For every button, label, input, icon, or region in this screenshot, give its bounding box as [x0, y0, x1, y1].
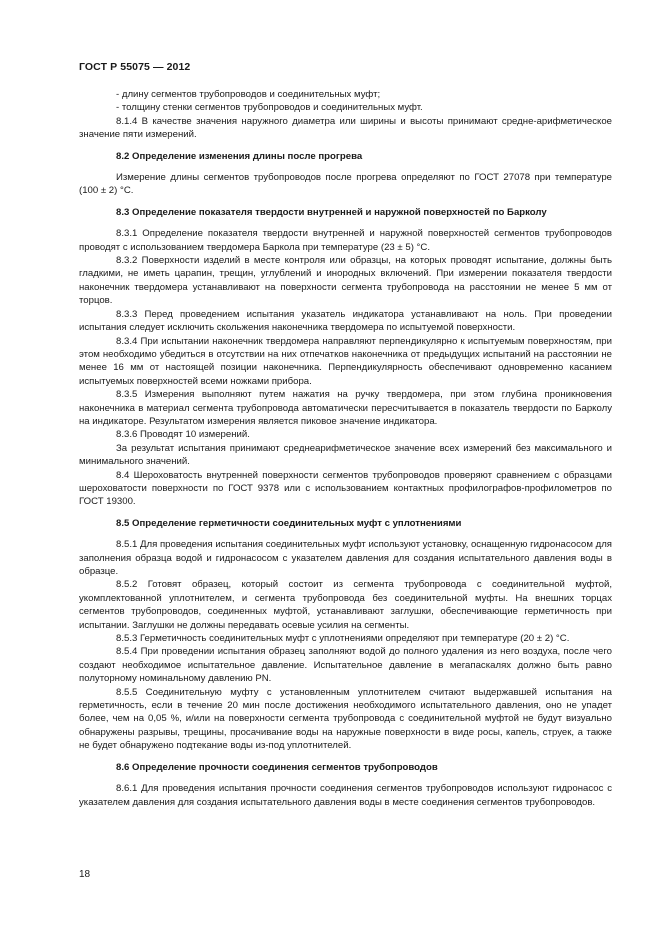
document-body	[79, 88, 612, 809]
section-heading: 8.5 Определение герметичности соединительных муфт с уплотнениями	[116, 517, 462, 529]
paragraph: 8.3.2 Поверхности изделий в месте контроля или образцы, на которых проводят испытание, должны быть гладкими, не иметь царапин, трещин, углублений и инородных включений. При измерении показателя твердости наконечник твердомера устанавливают на поверхности сегмента трубопровода на расстоянии не менее 5 мм от торцов.	[79, 255, 612, 307]
section-heading: 8.3 Определение показателя твердости внутренней и наружной поверхностей по Барколу	[116, 206, 547, 218]
paragraph: 8.5.3 Герметичность соединительных муфт с уплотнениями определяют при температуре (20 ± 2) °С.	[116, 633, 570, 645]
document-header: ГОСТ Р 55075 — 2012	[79, 61, 191, 73]
paragraph: 8.5.2 Готовят образец, который состоит из сегмента трубопровода с соединительной муфтой, укомплектованной уплотнителем, и сегмента трубопровода без соединительной муфты. На внешних торцах сегментов трубопроводов, соединенных муфтой, устанавливают заглушки, обеспечивающие герметичность при испытании. Заглушки не должны передавать осевые усилия на сегменты.	[79, 579, 612, 631]
paragraph: 8.4 Шероховатость внутренней поверхности сегментов трубопроводов проверяют сравнением с образцами шероховатости поверхности по ГОСТ 9378 или с использованием контактных профилографов-профилометров по ГОСТ 19300.	[79, 469, 612, 508]
page-number: 18	[79, 869, 91, 880]
paragraph: - длину сегментов трубопроводов и соединительных муфт;	[116, 89, 381, 100]
paragraph: 8.3.6 Проводят 10 измерений.	[116, 429, 250, 441]
paragraph: 8.5.5 Соединительную муфту с установленным уплотнителем считают выдержавшей испытания на герметичность, если в течение 20 мин после достижения необходимого испытательного давления, оно не упадет более, чем на 0,05 %, и/или на поверхности сегмента трубопровода с соединительной муфтой не будут визуально обнаружены разрывы, трещины, просачивание воды на наружные поверхности в виде росы, капель, струек, а также не будет обнаружено подтекание воды из-под уплотнителей.	[79, 686, 612, 752]
paragraph: 8.1.4 В качестве значения наружного диаметра или ширины и высоты принимают средне-арифметическое значение пяти измерений.	[79, 115, 612, 141]
paragraph: За результат испытания принимают среднеарифметическое значение всех измерений без максимального и минимального значений.	[79, 442, 612, 468]
paragraph: Измерение длины сегментов трубопроводов после прогрева определяют по ГОСТ 27078 при температуре (100 ± 2) °С.	[79, 172, 612, 197]
paragraph: 8.3.3 Перед проведением испытания указатель индикатора устанавливают на ноль. При проведении испытания следует исключить скольжения наконечника твердомера по испытуемой поверхности.	[79, 308, 612, 334]
paragraph: 8.6.1 Для проведения испытания прочности соединения сегментов трубопроводов используют гидронасос с указателем давления для создания испытательного давления воды в месте соединения сегментов трубопроводов.	[79, 783, 612, 808]
paragraph: 8.5.4 При проведении испытания образец заполняют водой до полного удаления из него воздуха, после чего создают необходимое испытательное давление. Испытательное давление в мегапаскалях должно быть равно полуторному номинальному давлению PN.	[79, 646, 612, 685]
section-heading: 8.2 Определение изменения длины после прогрева	[116, 150, 363, 162]
paragraph: 8.3.5 Измерения выполняют путем нажатия на ручку твердомера, при этом глубина проникновения наконечника в материал сегмента трубопровода автоматически пересчитывается в показатель твердости по Барколу на индикаторе. Результатом измерения является пиковое значение индикатора.	[79, 389, 612, 427]
paragraph: 8.5.1 Для проведения испытания соединительных муфт используют установку, оснащенную гидронасосом для заполнения образца водой и гидронасосом с указателем давления для создания испытательного давления воды в образце.	[79, 539, 612, 577]
section-heading: 8.6 Определение прочности соединения сегментов трубопроводов	[116, 761, 438, 773]
paragraph: 8.3.4 При испытании наконечник твердомера направляют перпендикулярно к испытуемым поверхностям, при этом необходимо убедиться в отсутствии на них отпечатков наконечника от предыдущих испытаний на расстоянии не менее 16 мм от настоящей позиции наконечника. Перпендикулярность обеспечивают одновременно касанием испытуемых поверхностей всеми ножками прибора.	[79, 335, 612, 387]
paragraph: - толщину стенки сегментов трубопроводов и соединительных муфт.	[116, 102, 423, 114]
paragraph: 8.3.1 Определение показателя твердости внутренней и наружной поверхностей сегментов трубопроводов проводят с использованием твердомера Баркола при температуре (23 ± 5) °С.	[79, 228, 612, 253]
